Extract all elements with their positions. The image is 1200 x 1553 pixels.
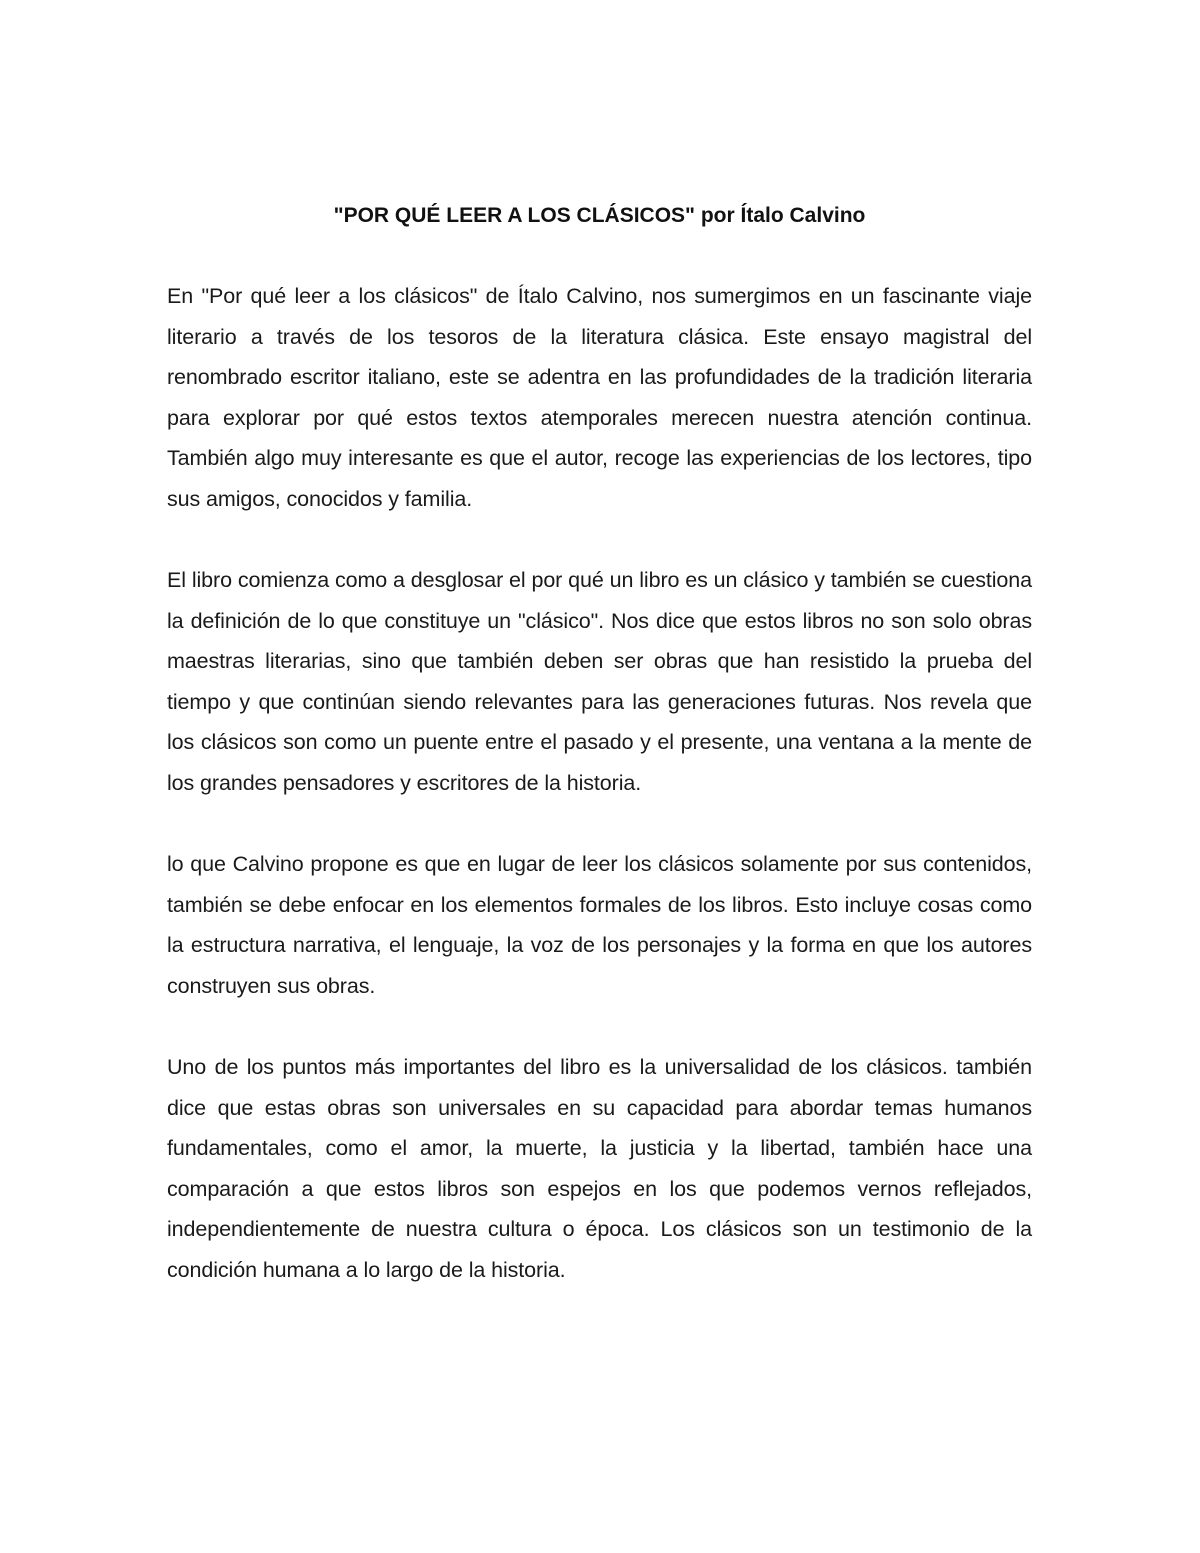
document-body [167,196,1032,1331]
paragraph-definition: El libro comienza como a desglosar el por qué un libro es un clásico y también se cuestiona la definición de lo que constituye un "clásico". Nos dice que estos libros no son solo obras maestras literarias, sino que también deben ser obras que han resistido la prueba del tiempo y que continúan siendo relevantes para las generaciones futuras. Nos revela que los clásicos son como un puente entre el pasado y el presente, una ventana a la mente de los grandes pensadores y escritores de la historia. [167,568,1032,796]
paragraph-universality: Uno de los puntos más importantes del libro es la universalidad de los clásicos. también dice que estas obras son universales en su capacidad para abordar temas humanos fundamentales, como el amor, la muerte, la justicia y la libertad, también hace una comparación a que estos libros son espejos en los que podemos vernos reflejados, independientemente de nuestra cultura o época. Los clásicos son un testimonio de la condición humana a lo largo de la historia. [167,1055,1032,1282]
document-title: "POR QUÉ LEER A LOS CLÁSICOS" por Ítalo Calvino [333,204,866,227]
paragraph-formal-elements: lo que Calvino propone es que en lugar de leer los clásicos solamente por sus contenidos, también se debe enfocar en los elementos formales de los libros. Esto incluye cosas como la estructura narrativa, el lenguaje, la voz de los personajes y la forma en que los autores construyen sus obras. [167,852,1032,998]
paragraph-intro: En "Por qué leer a los clásicos" de Ítalo Calvino, nos sumergimos en un fascinante viaje literario a través de los tesoros de la literatura clásica. Este ensayo magistral del renombrado escritor italiano, este se adentra en las profundidades de la tradición literaria para explorar por qué estos textos atemporales merecen nuestra atención continua. También algo muy interesante es que el autor, recoge las experiencias de los lectores, tipo sus amigos, conocidos y familia. [167,284,1032,511]
